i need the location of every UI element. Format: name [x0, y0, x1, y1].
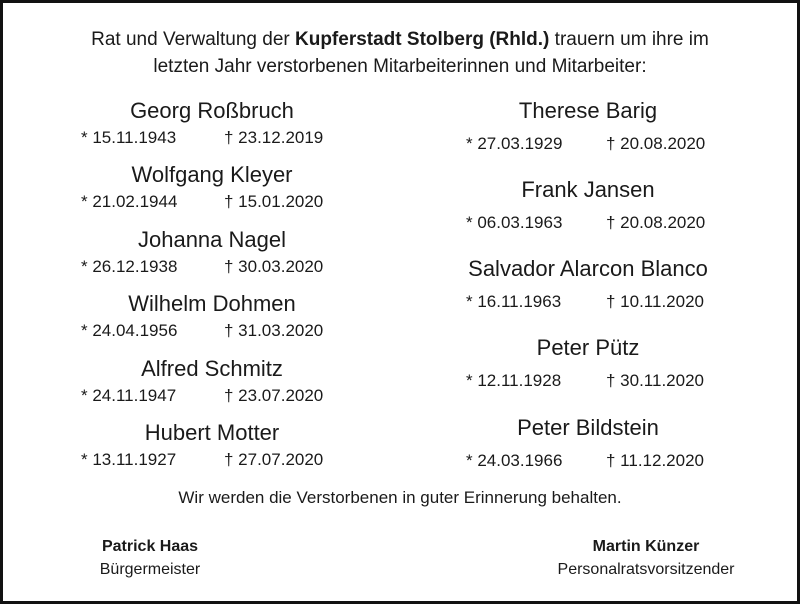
closing-text: Wir werden die Verstorbenen in guter Erinnerung behalten. [178, 488, 622, 507]
birth-date: * 15.11.1943 [81, 128, 177, 147]
person-name: Therese Barig [518, 98, 658, 123]
person-dates [47, 255, 377, 279]
birth-date: * 12.11.1928 [466, 371, 562, 390]
person-dates [47, 190, 377, 214]
person-dates [423, 369, 753, 393]
person-name: Alfred Schmitz [141, 356, 283, 381]
intro-line-2: letzten Jahr verstorbenen Mitarbeiterinnen und Mitarbeiter: [153, 56, 647, 77]
person-dates [423, 211, 753, 235]
signatory-name: Martin Künzer [592, 538, 700, 555]
person-dates [423, 290, 753, 314]
signature-left [0, 535, 300, 581]
person-name: Johanna Nagel [137, 227, 286, 252]
intro-after: trauern um ihre im [549, 29, 709, 50]
signatory-name: Patrick Haas [101, 538, 199, 555]
person-name: Hubert Motter [144, 420, 280, 445]
person-entry [423, 96, 753, 156]
person-dates [423, 449, 753, 473]
person-name: Peter Bildstein [517, 415, 659, 440]
person-dates [423, 132, 753, 156]
person-entry [423, 254, 753, 314]
death-date: † 31.03.2020 [224, 321, 324, 340]
person-entry [423, 413, 753, 473]
death-date: † 10.11.2020 [606, 292, 704, 311]
person-name: Salvador Alarcon Blanco [468, 256, 708, 281]
birth-date: * 24.11.1947 [81, 386, 177, 405]
person-name: Peter Pütz [536, 335, 640, 360]
person-entry [47, 225, 377, 279]
death-date: † 23.12.2019 [224, 128, 324, 147]
person-entry [47, 354, 377, 408]
birth-date: * 13.11.1927 [81, 450, 177, 469]
person-entry [423, 333, 753, 393]
person-entry [47, 418, 377, 472]
death-date: † 27.07.2020 [224, 450, 324, 469]
birth-date: * 27.03.1929 [466, 134, 563, 153]
death-date: † 20.08.2020 [606, 134, 706, 153]
person-name: Wilhelm Dohmen [128, 291, 296, 316]
person-entry [423, 175, 753, 235]
intro-line-1 [0, 26, 800, 53]
death-date: † 15.01.2020 [224, 192, 324, 211]
death-date: † 20.08.2020 [606, 213, 706, 232]
intro-before: Rat und Verwaltung der [91, 29, 295, 50]
person-dates [47, 448, 377, 472]
person-entry [47, 96, 377, 150]
death-date: † 30.03.2020 [224, 257, 324, 276]
signature-right [506, 535, 786, 581]
birth-date: * 06.03.1963 [466, 213, 563, 232]
person-entry [47, 160, 377, 214]
intro-text [0, 26, 800, 80]
birth-date: * 16.11.1963 [466, 292, 562, 311]
person-name: Frank Jansen [521, 177, 655, 202]
person-dates [47, 126, 377, 150]
death-date: † 30.11.2020 [606, 371, 704, 390]
birth-date: * 24.04.1956 [81, 321, 178, 340]
signatory-title: Bürgermeister [99, 561, 201, 578]
person-entry [47, 289, 377, 343]
person-dates [47, 319, 377, 343]
birth-date: * 21.02.1944 [81, 192, 178, 211]
person-dates [47, 384, 377, 408]
death-date: † 11.12.2020 [606, 451, 704, 470]
birth-date: * 24.03.1966 [466, 451, 563, 470]
death-date: † 23.07.2020 [224, 386, 324, 405]
signatory-title: Personalratsvorsitzender [557, 561, 735, 578]
person-name: Wolfgang Kleyer [131, 162, 293, 187]
person-name: Georg Roßbruch [130, 98, 294, 123]
city-name: Kupferstadt Stolberg (Rhld.) [295, 29, 550, 50]
birth-date: * 26.12.1938 [81, 257, 178, 276]
